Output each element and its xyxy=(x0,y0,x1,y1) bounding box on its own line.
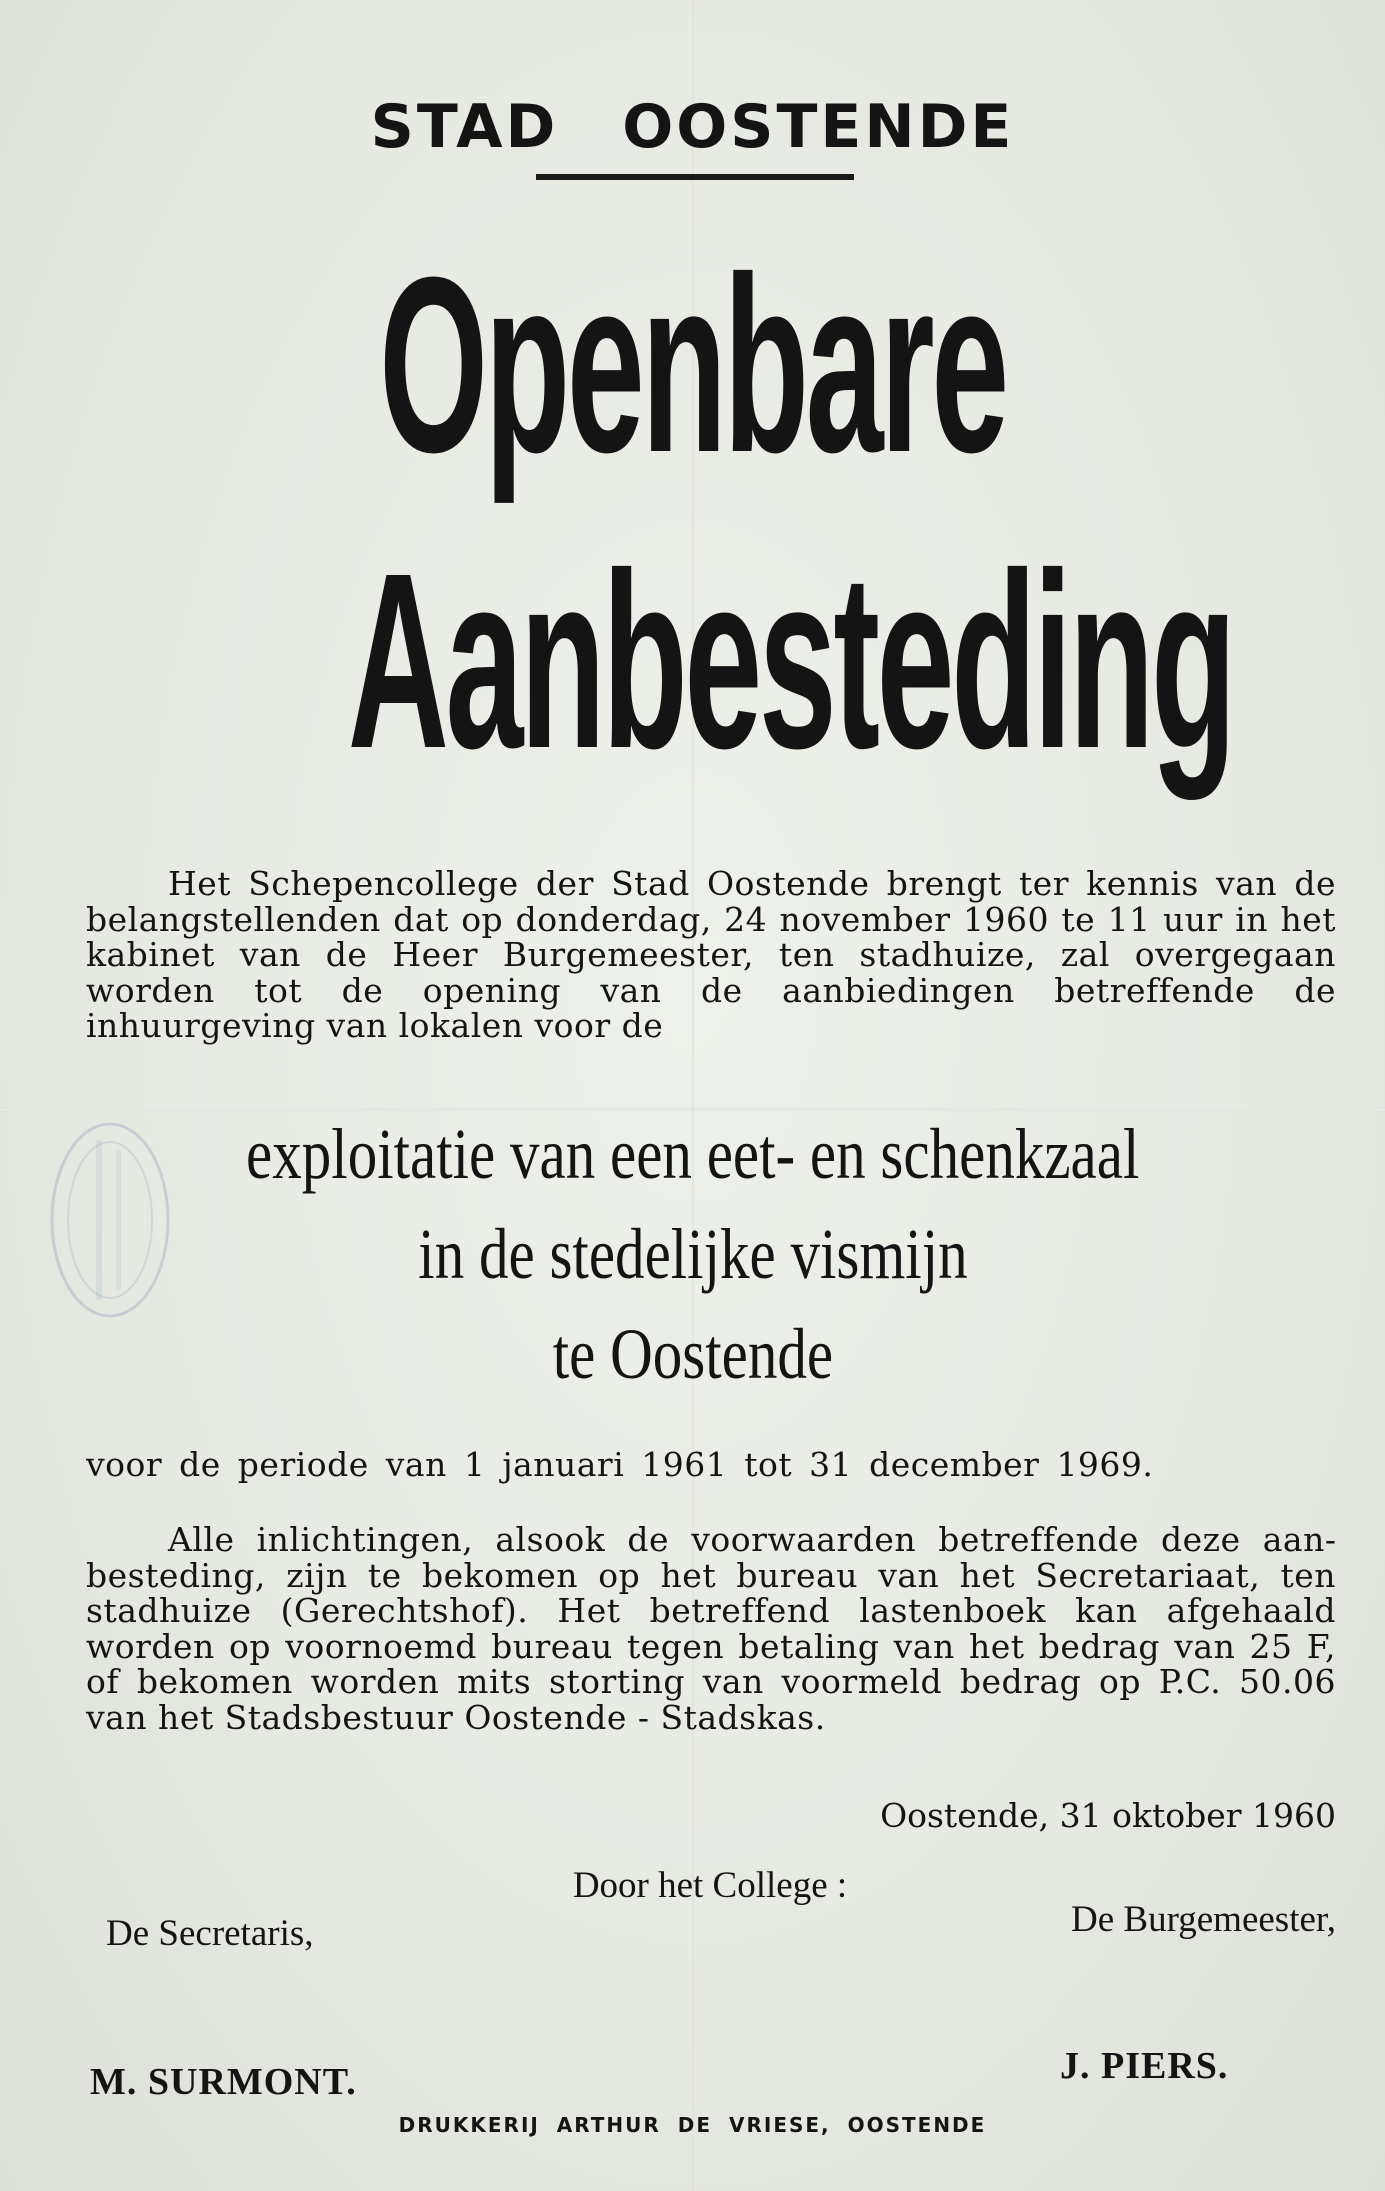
secretary-title: De Secretaris, xyxy=(106,1913,314,1954)
intro-paragraph: Het Schepencollege der Stad Oostende brengt ter kennis van de belangstellenden dat op donderdag, 24 november 1960 te 11 uur in het kabinet van de Heer Burgemeester, ten stadhuize, zal overgegaan worden tot de opening van de aanbiedingen betreffende de inhuurgeving van lokalen voor de xyxy=(86,864,1336,1045)
headline-line-1 xyxy=(0,225,1385,504)
headline-line-2 xyxy=(0,521,1385,800)
headline-line-1-text: Openbare xyxy=(379,225,1006,504)
subject-line-3-text: te Oostende xyxy=(552,1314,833,1394)
mayor-name: J. PIERS. xyxy=(1060,2045,1229,2087)
subject-line-2 xyxy=(0,1214,1385,1294)
headline-line-2-text: Aanbesteding xyxy=(347,521,1234,800)
printer-credit: DRUKKERIJ ARTHUR DE VRIESE, OOSTENDE xyxy=(398,2113,987,2137)
college-line: Door het College : xyxy=(572,1865,848,1906)
mayor-title: De Burgemeester, xyxy=(1071,1899,1336,1940)
info-paragraph: Alle inlichtingen, alsook de voorwaarden betreffende deze aanbesteding, zijn te bekomen op het bureau van het Secretariaat, ten stadhuize (Gerechtshof). Het betreffend lastenboek kan afgehaald worden op voornoemd bureau tegen betaling van het bedrag van 25 F, of bekomen worden mits storting van voormeld bedrag op P.C. 50.06 van het Stadsbestuur Oostende - Stadskas. xyxy=(86,1520,1336,1737)
period-text: voor de periode van 1 januari 1961 tot 31 december 1969. xyxy=(86,1445,1154,1484)
dateline: Oostende, 31 oktober 1960 xyxy=(880,1796,1336,1835)
subject-line-2-text: in de stedelijke vismijn xyxy=(417,1214,968,1294)
subject-line-1-text: exploitatie van een eet- en schenkzaal xyxy=(245,1114,1140,1194)
city-heading-rule xyxy=(536,174,854,180)
city-heading: STAD OOSTENDE xyxy=(370,92,1015,162)
subject-line-3 xyxy=(0,1314,1385,1394)
secretary-name: M. SURMONT. xyxy=(90,2061,357,2103)
subject-line-1 xyxy=(0,1114,1385,1194)
